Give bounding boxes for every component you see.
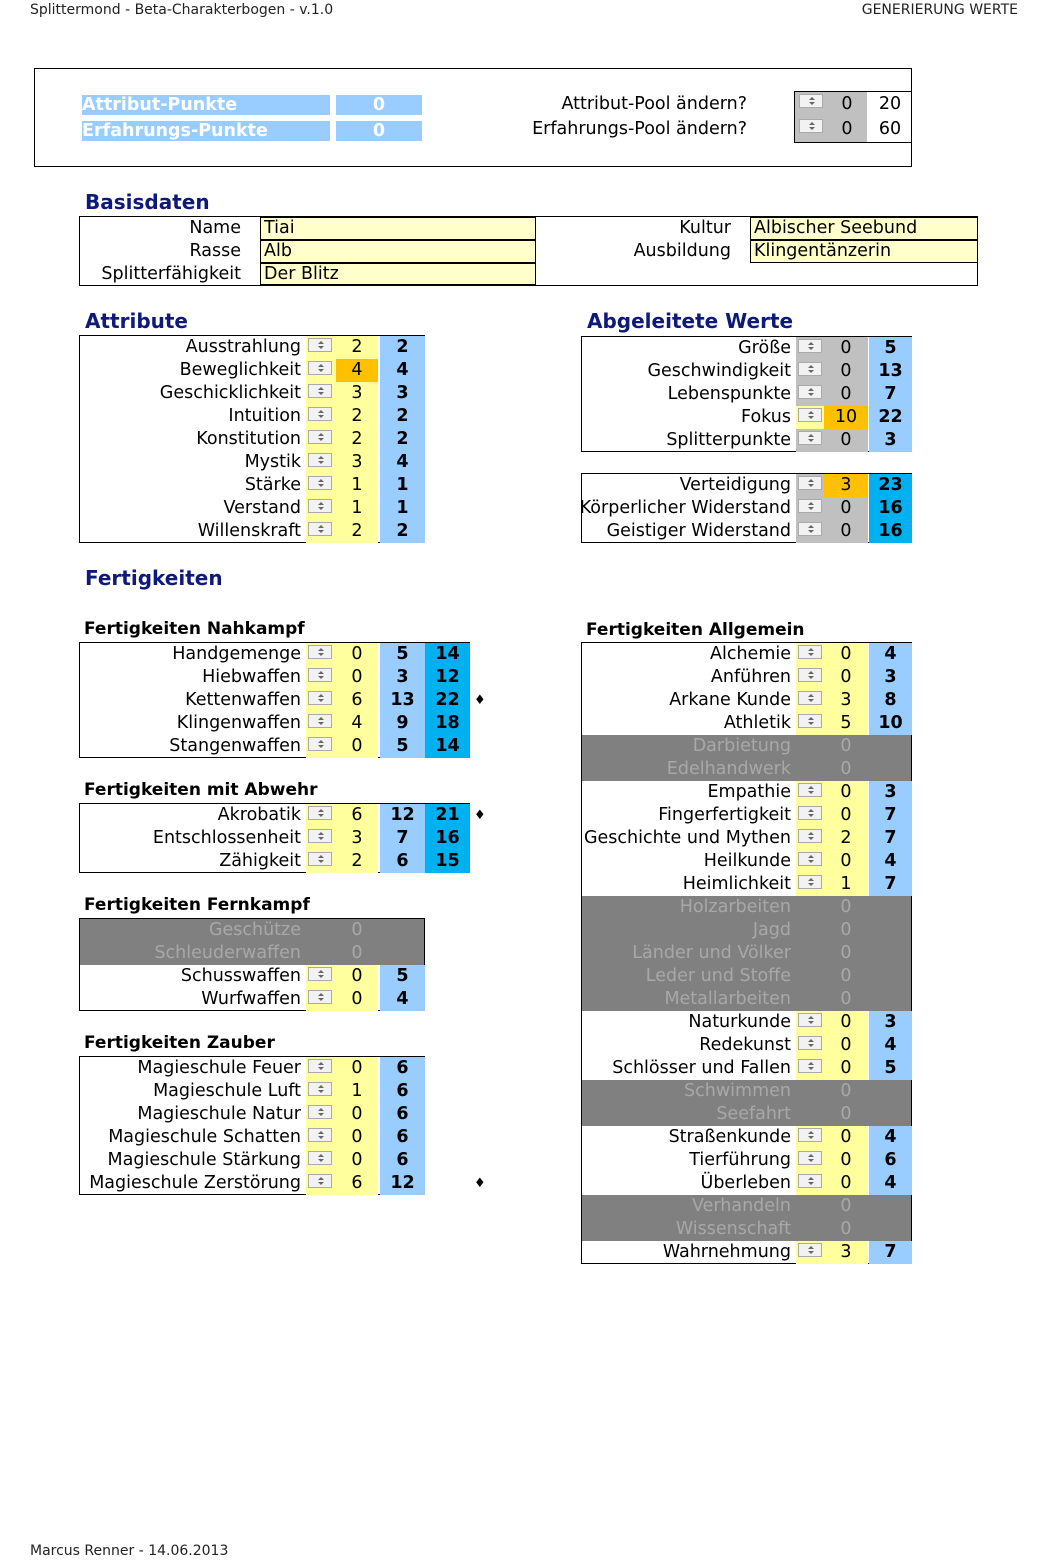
spinner-icon[interactable] <box>308 361 332 375</box>
spinner-icon[interactable] <box>308 1151 332 1165</box>
skill-mod: 10 <box>824 406 868 429</box>
skill-value: 4 <box>869 643 912 666</box>
skill-mod: 6 <box>336 1172 378 1195</box>
rasse-label: Rasse <box>189 241 241 261</box>
skill-value: 5 <box>869 1057 912 1080</box>
spinner-icon[interactable] <box>308 338 332 352</box>
spinner-icon[interactable] <box>798 645 822 659</box>
skill-label: Arkane Kunde <box>669 690 791 710</box>
skill-label: Geschütze <box>208 920 301 940</box>
defense-value: 23 <box>869 474 912 497</box>
spinner-icon[interactable] <box>308 645 332 659</box>
skill-value: 7 <box>869 383 912 406</box>
skill-value: 7 <box>869 827 912 850</box>
attribut-pool-spinner[interactable] <box>799 94 823 108</box>
skill-label: Schwimmen <box>684 1081 791 1101</box>
skill-total: 15 <box>425 850 470 873</box>
spinner-icon[interactable] <box>798 385 822 399</box>
skill-label: Geschichte und Mythen <box>583 828 791 848</box>
skill-value: 6 <box>380 1080 425 1103</box>
skill-mod: 0 <box>840 1196 852 1216</box>
skill-label: Magieschule Natur <box>137 1104 301 1124</box>
skill-mod: 0 <box>336 965 378 988</box>
skill-value: 4 <box>869 1172 912 1195</box>
skill-mod: 0 <box>824 1149 868 1172</box>
skill-label: Wurfwaffen <box>201 989 301 1009</box>
skill-label: Fingerfertigkeit <box>658 805 791 825</box>
skill-mod: 0 <box>840 759 852 779</box>
skill-total: 16 <box>425 827 470 850</box>
sheet-mode: GENERIERUNG WERTE <box>861 2 1018 18</box>
skill-value: 7 <box>869 804 912 827</box>
skill-value: 7 <box>869 1241 912 1264</box>
allgemein-heading: Fertigkeiten Allgemein <box>586 620 805 640</box>
skill-value: 1 <box>380 474 425 497</box>
name-field[interactable]: Tiai <box>260 217 536 240</box>
skill-total: 22 <box>425 689 470 712</box>
skill-mod: 0 <box>336 666 378 689</box>
skill-label: Jagd <box>752 920 791 940</box>
spinner-icon[interactable] <box>798 339 822 353</box>
skill-value: 9 <box>380 712 425 735</box>
defense-mod: 3 <box>824 474 868 497</box>
skill-label: Anführen <box>710 667 791 687</box>
skill-mod: 3 <box>824 1241 868 1264</box>
spinner-icon[interactable] <box>308 1105 332 1119</box>
footer-author: Marcus Renner - 14.06.2013 <box>30 1543 229 1559</box>
erfahrungs-punkte-value: 0 <box>336 121 422 141</box>
spinner-icon[interactable] <box>798 1059 822 1073</box>
skill-mod: 6 <box>336 804 378 827</box>
skill-value: 6 <box>380 1149 425 1172</box>
skill-mod: 0 <box>351 943 363 963</box>
spinner-icon[interactable] <box>308 990 332 1004</box>
skill-mod: 0 <box>336 1149 378 1172</box>
spinner-icon[interactable] <box>308 1059 332 1073</box>
skill-mod: 0 <box>824 804 868 827</box>
ausbildung-field[interactable]: Klingentänzerin <box>750 240 978 263</box>
defense-mod: 0 <box>824 520 868 543</box>
skill-mod: 0 <box>336 643 378 666</box>
skill-mod: 0 <box>336 1057 378 1080</box>
skill-mod: 0 <box>824 383 868 406</box>
spinner-icon[interactable] <box>798 1151 822 1165</box>
skill-value: 8 <box>869 689 912 712</box>
skill-mod: 0 <box>840 966 852 986</box>
skill-label: Straßenkunde <box>668 1127 791 1147</box>
skill-mod: 2 <box>336 520 378 543</box>
skill-label: Fokus <box>741 407 791 427</box>
skill-label: Magieschule Zerstörung <box>89 1173 301 1193</box>
spinner-icon[interactable] <box>308 829 332 843</box>
skill-mod: 2 <box>336 850 378 873</box>
skill-label: Klingenwaffen <box>176 713 301 733</box>
skill-label: Schleuderwaffen <box>154 943 301 963</box>
skill-label: Intuition <box>228 406 301 426</box>
skill-value: 7 <box>380 827 425 850</box>
skill-value: 3 <box>869 1011 912 1034</box>
spinner-icon[interactable] <box>308 691 332 705</box>
kultur-label: Kultur <box>679 218 731 238</box>
spinner-icon[interactable] <box>798 714 822 728</box>
fernkampf-heading: Fertigkeiten Fernkampf <box>84 895 310 915</box>
spinner-icon[interactable] <box>308 714 332 728</box>
skill-total: 14 <box>425 643 470 666</box>
skill-mod: 0 <box>824 337 868 360</box>
spinner-icon[interactable] <box>798 408 822 422</box>
skill-value: 13 <box>869 360 912 383</box>
skill-value: 6 <box>380 1057 425 1080</box>
skill-label: Zähigkeit <box>219 851 301 871</box>
skill-label: Leder und Stoffe <box>645 966 791 986</box>
skill-label: Beweglichkeit <box>179 360 301 380</box>
skill-value: 4 <box>380 988 425 1011</box>
skill-label: Verhandeln <box>691 1196 791 1216</box>
defense-label: Geistiger Widerstand <box>606 521 791 541</box>
skill-value: 5 <box>380 643 425 666</box>
skill-mod: 1 <box>336 497 378 520</box>
nahkampf-heading: Fertigkeiten Nahkampf <box>84 619 305 639</box>
spinner-icon[interactable] <box>798 1013 822 1027</box>
spinner-icon[interactable] <box>798 875 822 889</box>
rasse-field[interactable]: Alb <box>260 240 536 263</box>
skill-label: Schlösser und Fallen <box>612 1058 791 1078</box>
skill-mod: 4 <box>336 712 378 735</box>
skill-label: Heimlichkeit <box>682 874 791 894</box>
zauber-heading: Fertigkeiten Zauber <box>84 1033 275 1053</box>
spinner-icon[interactable] <box>798 783 822 797</box>
skill-value: 2 <box>380 520 425 543</box>
skill-mod: 3 <box>336 382 378 405</box>
erfahrungs-pool-spinner[interactable] <box>799 119 823 133</box>
skill-label: Willenskraft <box>197 521 301 541</box>
erfahrungs-pool-total: 60 <box>878 119 902 139</box>
skill-mod: 4 <box>336 359 378 382</box>
skill-value: 5 <box>869 337 912 360</box>
skill-mod: 0 <box>336 1103 378 1126</box>
spinner-icon[interactable] <box>798 1128 822 1142</box>
skill-value: 22 <box>869 406 912 429</box>
skill-value: 4 <box>869 1126 912 1149</box>
skill-mod: 1 <box>336 1080 378 1103</box>
skill-mod: 0 <box>840 920 852 940</box>
spinner-icon[interactable] <box>798 668 822 682</box>
skill-label: Größe <box>738 338 791 358</box>
skill-value: 6 <box>869 1149 912 1172</box>
skill-label: Holzarbeiten <box>679 897 791 917</box>
skill-mod: 0 <box>336 1126 378 1149</box>
spinner-icon[interactable] <box>308 852 332 866</box>
attribut-punkte-label: Attribut-Punkte <box>82 95 330 115</box>
skill-mod: 2 <box>824 827 868 850</box>
skill-mod: 0 <box>824 781 868 804</box>
skill-mod: 0 <box>824 1011 868 1034</box>
skill-mod: 0 <box>840 989 852 1009</box>
skill-total: 12 <box>425 666 470 689</box>
skill-label: Magieschule Schatten <box>108 1127 301 1147</box>
kultur-field[interactable]: Albischer Seebund <box>750 217 978 240</box>
skill-label: Schusswaffen <box>180 966 301 986</box>
skill-mod: 0 <box>336 735 378 758</box>
basisdaten-heading: Basisdaten <box>85 190 210 214</box>
skill-label: Wissenschaft <box>675 1219 791 1239</box>
skill-label: Darbietung <box>692 736 791 756</box>
spinner-icon[interactable] <box>308 806 332 820</box>
skill-mod: 3 <box>336 827 378 850</box>
fertigkeiten-heading: Fertigkeiten <box>85 566 223 590</box>
skill-mod: 0 <box>824 1126 868 1149</box>
skill-label: Seefahrt <box>716 1104 791 1124</box>
skill-mod: 6 <box>336 689 378 712</box>
defense-label: Verteidigung <box>679 475 791 495</box>
skill-label: Athletik <box>723 713 791 733</box>
spinner-icon[interactable] <box>308 1082 332 1096</box>
skill-label: Magieschule Stärkung <box>107 1150 301 1170</box>
skill-mod: 0 <box>840 943 852 963</box>
skill-value: 4 <box>380 359 425 382</box>
skill-label: Kettenwaffen <box>185 690 301 710</box>
skill-total: 14 <box>425 735 470 758</box>
skill-mod: 0 <box>824 429 868 452</box>
spinner-icon[interactable] <box>308 476 332 490</box>
skill-value: 2 <box>380 405 425 428</box>
skill-label: Redekunst <box>699 1035 791 1055</box>
erfahrungs-pool-label: Erfahrungs-Pool ändern? <box>532 119 747 139</box>
marker-diamond: ♦ <box>474 693 486 708</box>
skill-mod: 0 <box>824 666 868 689</box>
skill-mod: 0 <box>840 897 852 917</box>
skill-mod: 0 <box>824 850 868 873</box>
skill-total: 21 <box>425 804 470 827</box>
skill-value: 12 <box>380 1172 425 1195</box>
skill-label: Empathie <box>707 782 791 802</box>
skill-label: Akrobatik <box>217 805 301 825</box>
skill-label: Länder und Völker <box>632 943 791 963</box>
defense-value: 16 <box>869 520 912 543</box>
spinner-icon[interactable] <box>798 691 822 705</box>
skill-mod: 0 <box>824 1057 868 1080</box>
skill-value: 1 <box>380 497 425 520</box>
skill-label: Ausstrahlung <box>185 337 301 357</box>
defense-mod: 0 <box>824 497 868 520</box>
skill-label: Verstand <box>223 498 301 518</box>
spinner-icon[interactable] <box>798 829 822 843</box>
skill-label: Tierführung <box>689 1150 791 1170</box>
spinner-icon[interactable] <box>798 476 822 490</box>
spinner-icon[interactable] <box>308 430 332 444</box>
skill-value: 2 <box>380 428 425 451</box>
skill-value: 4 <box>869 1034 912 1057</box>
skill-mod: 1 <box>824 873 868 896</box>
skill-value: 4 <box>869 850 912 873</box>
spinner-icon[interactable] <box>798 499 822 513</box>
ausbildung-label: Ausbildung <box>633 241 731 261</box>
skill-mod: 0 <box>824 1034 868 1057</box>
attribut-pool-mod: 0 <box>841 94 853 114</box>
spinner-icon[interactable] <box>308 499 332 513</box>
points-panel <box>34 68 912 167</box>
skill-mod: 0 <box>840 1081 852 1101</box>
skill-label: Stärke <box>244 475 301 495</box>
skill-mod: 3 <box>824 689 868 712</box>
skill-label: Wahrnehmung <box>662 1242 791 1262</box>
name-label: Name <box>189 218 241 238</box>
skill-value: 3 <box>869 666 912 689</box>
skill-label: Entschlossenheit <box>152 828 301 848</box>
skill-value: 3 <box>869 781 912 804</box>
attribut-pool-total: 20 <box>878 94 902 114</box>
spinner-icon[interactable] <box>308 384 332 398</box>
marker-diamond: ♦ <box>474 808 486 823</box>
defense-label: Körperlicher Widerstand <box>579 498 791 518</box>
skill-label: Heilkunde <box>703 851 791 871</box>
skill-mod: 0 <box>840 1104 852 1124</box>
abwehr-heading: Fertigkeiten mit Abwehr <box>84 780 318 800</box>
spinner-icon[interactable] <box>308 1128 332 1142</box>
skill-value: 5 <box>380 735 425 758</box>
sheet-title: Splittermond - Beta-Charakterbogen - v.1.0 <box>30 2 334 18</box>
skill-value: 12 <box>380 804 425 827</box>
skill-label: Stangenwaffen <box>169 736 301 756</box>
attribut-punkte-value: 0 <box>336 95 422 115</box>
attribut-pool-label: Attribut-Pool ändern? <box>561 94 747 114</box>
skill-label: Geschwindigkeit <box>647 361 791 381</box>
spinner-icon[interactable] <box>798 431 822 445</box>
skill-value: 3 <box>380 382 425 405</box>
skill-label: Alchemie <box>710 644 791 664</box>
skill-mod: 0 <box>840 736 852 756</box>
spinner-icon[interactable] <box>798 852 822 866</box>
skill-value: 3 <box>380 666 425 689</box>
skill-value: 6 <box>380 850 425 873</box>
spinner-icon[interactable] <box>308 737 332 751</box>
skill-mod: 2 <box>336 405 378 428</box>
erfahrungs-punkte-label: Erfahrungs-Punkte <box>82 121 330 141</box>
splitterfaehigkeit-label: Splitterfähigkeit <box>101 264 241 284</box>
skill-label: Lebenspunkte <box>667 384 791 404</box>
spinner-icon[interactable] <box>798 1174 822 1188</box>
skill-mod: 0 <box>824 643 868 666</box>
skill-label: Konstitution <box>196 429 301 449</box>
spinner-icon[interactable] <box>308 453 332 467</box>
skill-label: Metallarbeiten <box>664 989 791 1009</box>
skill-mod: 0 <box>351 920 363 940</box>
erfahrungs-pool-mod: 0 <box>841 119 853 139</box>
marker-diamond: ♦ <box>474 1176 486 1191</box>
spinner-icon[interactable] <box>798 1036 822 1050</box>
skill-value: 2 <box>380 336 425 359</box>
skill-label: Handgemenge <box>172 644 301 664</box>
skill-label: Hiebwaffen <box>202 667 301 687</box>
skill-mod: 5 <box>824 712 868 735</box>
spinner-icon[interactable] <box>798 806 822 820</box>
skill-mod: 2 <box>336 428 378 451</box>
skill-value: 5 <box>380 965 425 988</box>
spinner-icon[interactable] <box>308 522 332 536</box>
skill-value: 4 <box>380 451 425 474</box>
splitterfaehigkeit-field[interactable]: Der Blitz <box>260 263 536 285</box>
skill-value: 13 <box>380 689 425 712</box>
spinner-icon[interactable] <box>308 407 332 421</box>
skill-mod: 3 <box>336 451 378 474</box>
spinner-icon[interactable] <box>308 1174 332 1188</box>
skill-mod: 0 <box>336 988 378 1011</box>
skill-label: Edelhandwerk <box>666 759 791 779</box>
skill-total: 18 <box>425 712 470 735</box>
defense-value: 16 <box>869 497 912 520</box>
skill-mod: 0 <box>840 1219 852 1239</box>
skill-label: Magieschule Feuer <box>137 1058 301 1078</box>
spinner-icon[interactable] <box>308 967 332 981</box>
skill-label: Splitterpunkte <box>666 430 791 450</box>
spinner-icon[interactable] <box>798 362 822 376</box>
skill-value: 6 <box>380 1126 425 1149</box>
skill-mod: 1 <box>336 474 378 497</box>
skill-label: Überleben <box>700 1173 791 1193</box>
spinner-icon[interactable] <box>798 522 822 536</box>
attribute-heading: Attribute <box>85 309 188 333</box>
skill-mod: 0 <box>824 360 868 383</box>
skill-value: 7 <box>869 873 912 896</box>
skill-value: 10 <box>869 712 912 735</box>
skill-label: Naturkunde <box>688 1012 791 1032</box>
spinner-icon[interactable] <box>798 1243 822 1257</box>
skill-label: Geschicklichkeit <box>159 383 301 403</box>
spinner-icon[interactable] <box>308 668 332 682</box>
skill-mod: 0 <box>824 1172 868 1195</box>
skill-mod: 2 <box>336 336 378 359</box>
skill-value: 3 <box>869 429 912 452</box>
skill-label: Magieschule Luft <box>153 1081 301 1101</box>
skill-value: 6 <box>380 1103 425 1126</box>
skill-label: Mystik <box>244 452 301 472</box>
abgeleitete-werte-heading: Abgeleitete Werte <box>587 309 794 333</box>
